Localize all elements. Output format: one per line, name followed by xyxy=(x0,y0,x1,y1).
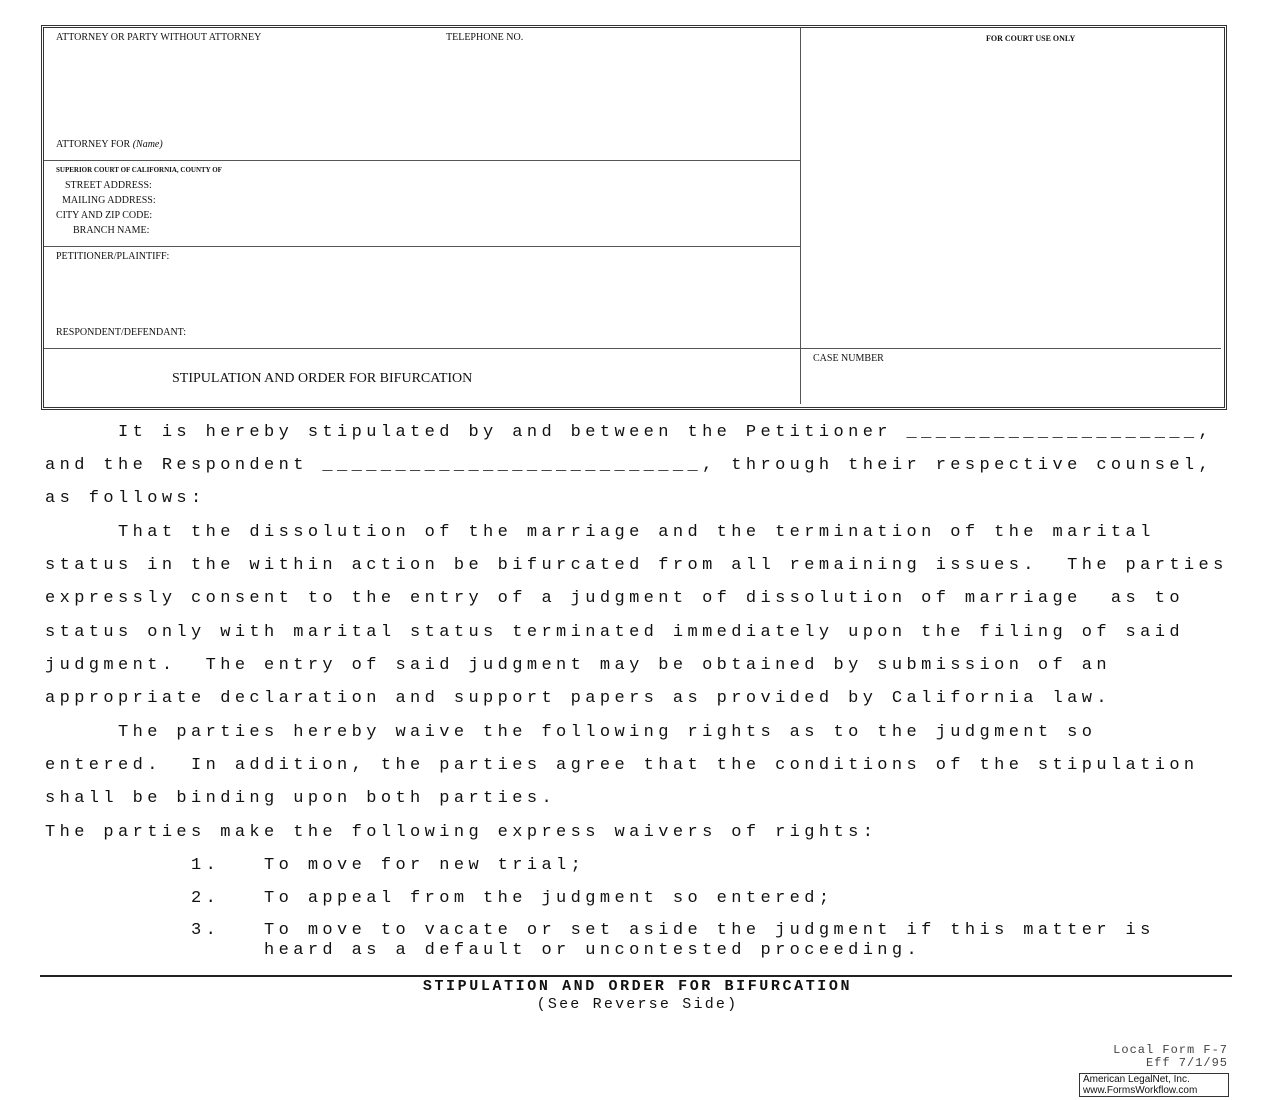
court-label: SUPERIOR COURT OF CALIFORNIA, COUNTY OF xyxy=(56,166,222,174)
publisher-badge xyxy=(1079,1073,1229,1097)
body-line: status in the within action be bifurcated from all remaining issues. The parties xyxy=(45,556,1228,575)
body-line: 3. To move to vacate or set aside the judgment if this matter is xyxy=(45,921,1155,940)
effective-date: Eff 7/1/95 xyxy=(1145,1056,1228,1070)
form-id: Local Form F-7 xyxy=(1113,1043,1228,1057)
body-line: entered. In addition, the parties agree that the conditions of the stipulation xyxy=(45,756,1199,775)
respondent-label: RESPONDENT/DEFENDANT: xyxy=(56,327,187,338)
case-number-label: CASE NUMBER xyxy=(813,353,884,364)
petitioner-label: PETITIONER/PLAINTIFF: xyxy=(56,251,170,262)
body-line: and the Respondent __________________________, through their respective counsel, xyxy=(45,456,1214,475)
divider xyxy=(44,348,1221,349)
footer-rule xyxy=(40,975,1232,977)
divider xyxy=(44,160,800,161)
body-line: It is hereby stipulated by and between the Petitioner ____________________, xyxy=(45,423,1214,442)
body-line: as follows: xyxy=(45,489,206,508)
body-line: The parties hereby waive the following rights as to the judgment so xyxy=(45,723,1097,742)
form-title: STIPULATION AND ORDER FOR BIFURCATION xyxy=(172,371,473,386)
body-line: heard as a default or uncontested proceeding. xyxy=(45,941,922,960)
body-line: 1. To move for new trial; xyxy=(45,856,586,875)
court-use-label: FOR COURT USE ONLY xyxy=(986,34,1076,43)
attorney-label: ATTORNEY OR PARTY WITHOUT ATTORNEY xyxy=(56,32,262,43)
body-line: The parties make the following express waivers of rights: xyxy=(45,823,878,842)
footer-subtitle: (See Reverse Side) xyxy=(536,996,739,1013)
body-line: That the dissolution of the marriage and the termination of the marital xyxy=(45,523,1155,542)
body-line: status only with marital status terminated immediately upon the filing of said xyxy=(45,623,1184,642)
body-line: expressly consent to the entry of a judgment of dissolution of marriage as to xyxy=(45,589,1184,608)
form-id-block xyxy=(1113,1044,1228,1070)
divider xyxy=(44,246,800,247)
city-label: CITY AND ZIP CODE: xyxy=(56,210,153,221)
body-line: shall be binding upon both parties. xyxy=(45,789,557,808)
publisher-name: American LegalNet, Inc. xyxy=(1083,1074,1190,1085)
mailing-label: MAILING ADDRESS: xyxy=(62,195,156,206)
publisher-website: www.FormsWorkflow.com xyxy=(1083,1085,1198,1096)
branch-label: BRANCH NAME: xyxy=(73,225,150,236)
telephone-label: TELEPHONE NO. xyxy=(446,32,524,43)
body-line: appropriate declaration and support papers as provided by California law. xyxy=(45,689,1111,708)
attorney-for-label xyxy=(56,139,163,150)
footer-title: STIPULATION AND ORDER FOR BIFURCATION xyxy=(422,978,853,995)
attorney-for-name: (Name) xyxy=(132,139,163,150)
body-line: 2. To appeal from the judgment so entered; xyxy=(45,889,834,908)
body-line: judgment. The entry of said judgment may be obtained by submission of an xyxy=(45,656,1111,675)
street-label: STREET ADDRESS: xyxy=(65,180,152,191)
attorney-for-text: ATTORNEY FOR xyxy=(56,139,131,150)
caption-box xyxy=(41,25,1227,410)
